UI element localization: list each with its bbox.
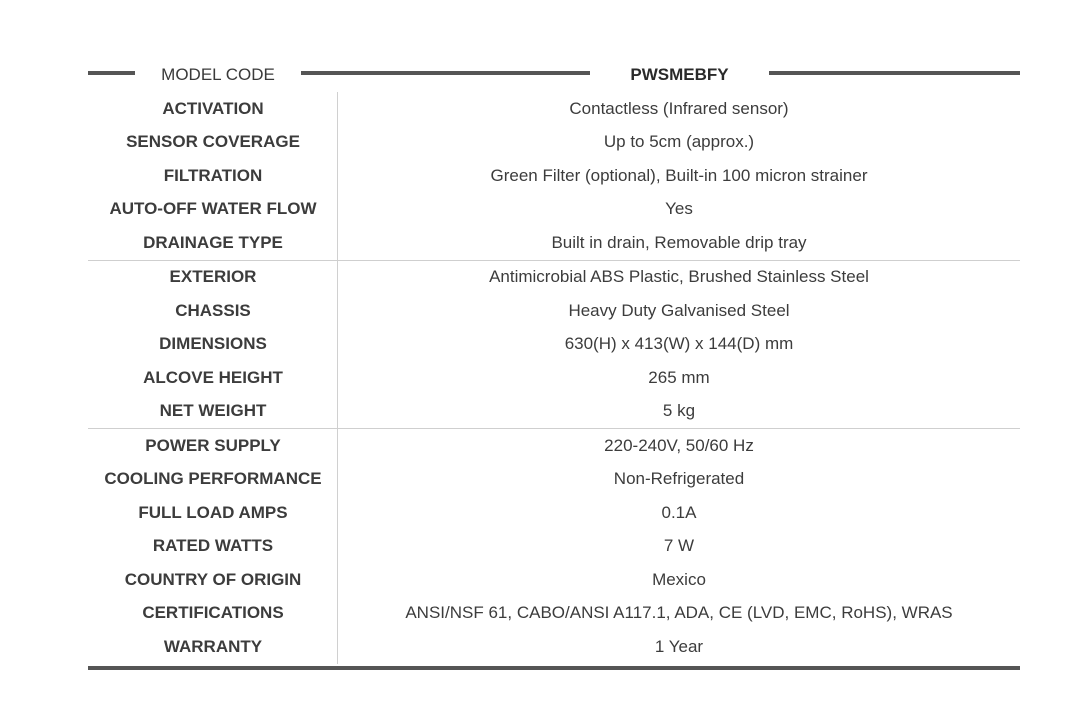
spec-label: EXTERIOR: [169, 267, 257, 287]
spec-value: Non-Refrigerated: [613, 469, 745, 489]
spec-row: [88, 395, 1020, 429]
header-divider: [769, 71, 1020, 75]
spec-label: SENSOR COVERAGE: [126, 132, 300, 152]
table-bottom-rule: [88, 666, 1020, 670]
spec-row: [88, 361, 1020, 395]
spec-group-features: [88, 92, 1020, 260]
spec-group-electrical: [88, 428, 1020, 664]
spec-row: [88, 159, 1020, 193]
spec-label: DRAINAGE TYPE: [143, 232, 283, 252]
spec-label: FULL LOAD AMPS: [138, 502, 288, 522]
spec-row: [88, 429, 1020, 463]
spec-row: [88, 193, 1020, 227]
model-code-value: PWSMEBFY: [630, 65, 729, 84]
model-code-label: MODEL CODE: [161, 65, 275, 84]
spec-value: 630(H) x 413(W) x 144(D) mm: [564, 334, 794, 354]
spec-value: 220-240V, 50/60 Hz: [604, 435, 754, 455]
header-divider: [301, 71, 590, 75]
spec-row: [88, 92, 1020, 126]
spec-table: [88, 60, 1020, 670]
spec-label: COUNTRY OF ORIGIN: [124, 569, 302, 589]
spec-label: FILTRATION: [163, 165, 263, 185]
spec-value: 7 W: [663, 536, 695, 556]
spec-label: CHASSIS: [175, 300, 251, 320]
spec-value: ANSI/NSF 61, CABO/ANSI A117.1, ADA, CE (LVD, EMC, RoHS), WRAS: [405, 603, 953, 623]
spec-value: Mexico: [652, 569, 706, 589]
header-divider: [88, 71, 135, 75]
spec-value: 5 kg: [662, 401, 696, 421]
spec-label: COOLING PERFORMANCE: [104, 469, 322, 489]
spec-value: 265 mm: [648, 367, 710, 387]
spec-row: [88, 226, 1020, 260]
spec-row: [88, 530, 1020, 564]
spec-row: [88, 630, 1020, 664]
spec-value: Built in drain, Removable drip tray: [551, 232, 807, 252]
spec-value: Antimicrobial ABS Plastic, Brushed Stainless Steel: [489, 267, 869, 287]
spec-value: 0.1A: [661, 502, 697, 522]
spec-label: NET WEIGHT: [159, 401, 267, 421]
spec-label: POWER SUPPLY: [145, 435, 281, 455]
spec-row: [88, 597, 1020, 631]
spec-value: 1 Year: [654, 636, 704, 656]
spec-label: RATED WATTS: [152, 536, 274, 556]
spec-row: [88, 563, 1020, 597]
spec-label: ALCOVE HEIGHT: [143, 367, 283, 387]
spec-row: [88, 328, 1020, 362]
spec-row: [88, 463, 1020, 497]
spec-value: Up to 5cm (approx.): [603, 132, 755, 152]
spec-group-construction: [88, 260, 1020, 429]
spec-row: [88, 496, 1020, 530]
spec-header: [88, 60, 1020, 92]
spec-value: Green Filter (optional), Built-in 100 micron strainer: [490, 165, 868, 185]
spec-row: [88, 126, 1020, 160]
spec-label: DIMENSIONS: [159, 334, 267, 354]
spec-label: AUTO-OFF WATER FLOW: [109, 199, 317, 219]
spec-row: [88, 294, 1020, 328]
spec-label: CERTIFICATIONS: [142, 603, 284, 623]
spec-label: WARRANTY: [163, 636, 263, 656]
spec-value: Contactless (Infrared sensor): [569, 98, 789, 118]
spec-label: ACTIVATION: [162, 98, 264, 118]
spec-row: [88, 261, 1020, 295]
spec-value: Heavy Duty Galvanised Steel: [568, 300, 790, 320]
spec-value: Yes: [665, 199, 693, 219]
